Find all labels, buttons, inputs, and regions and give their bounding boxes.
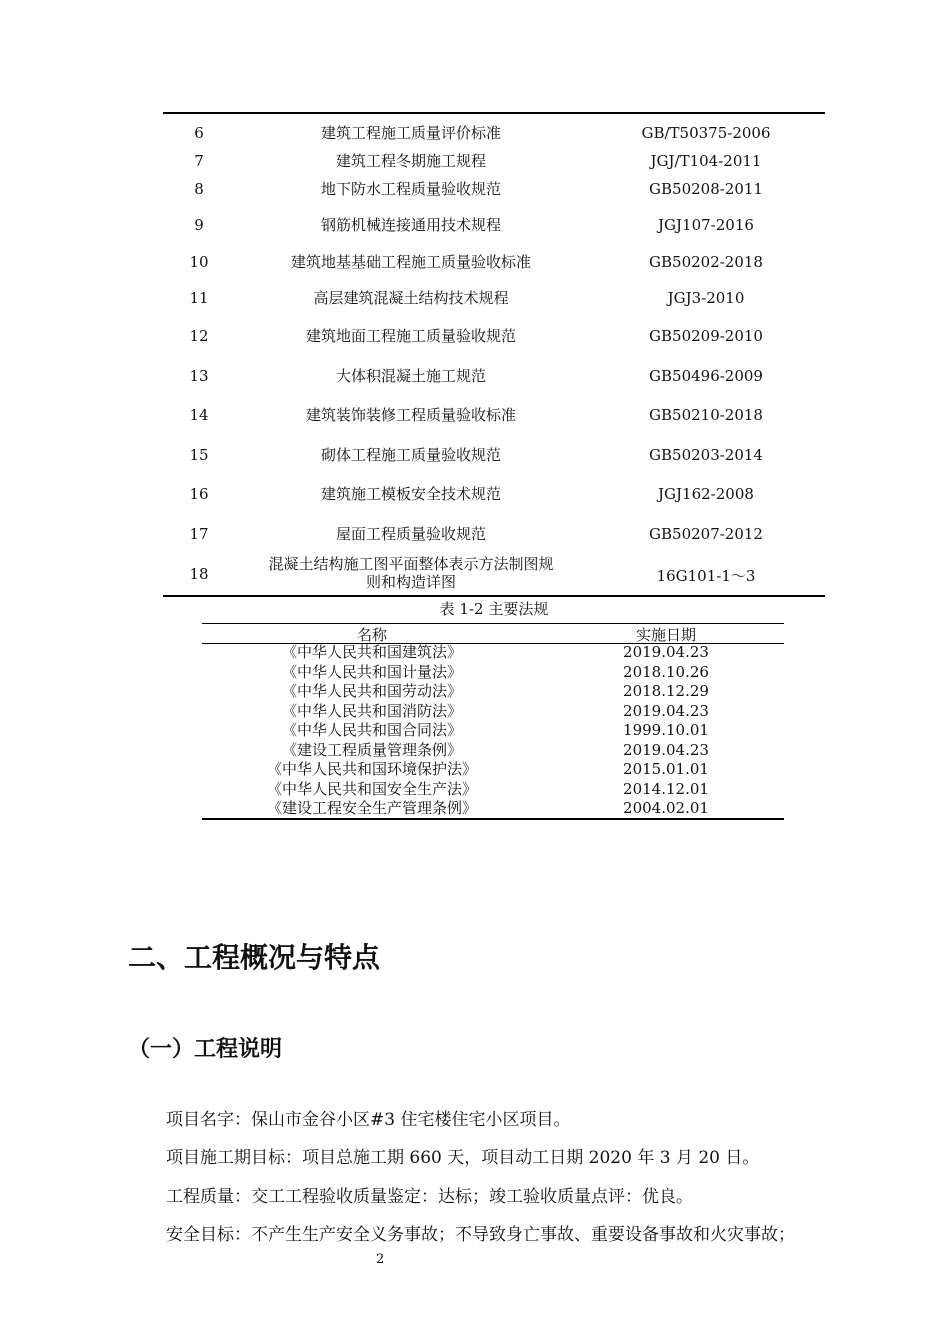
standard-name: 地下防水工程质量验收规范	[320, 180, 501, 198]
law-date: 2019.04.23	[623, 740, 709, 759]
standard-name: 建筑工程冬期施工规程	[335, 152, 486, 170]
law-name: 《建设工程质量管理条例》	[281, 740, 462, 759]
row-number: 16	[189, 485, 209, 503]
law-date: 2018.12.29	[623, 682, 709, 700]
standard-code: JGJ107-2016	[658, 216, 754, 234]
table-row	[202, 741, 784, 760]
standard-name: 建筑地面工程施工质量验收规范	[305, 327, 516, 345]
standard-name-line2: 则和构造详图	[365, 573, 456, 591]
row-number: 8	[194, 180, 204, 198]
row-number: 17	[189, 525, 209, 543]
table-row	[202, 721, 784, 740]
header-name: 名称	[356, 626, 387, 644]
law-date: 2018.10.26	[623, 662, 709, 681]
law-name: 《中华人民共和国建筑法》	[281, 643, 462, 661]
standard-name	[255, 555, 567, 591]
law-date: 2015.01.01	[623, 760, 709, 778]
table-row	[202, 799, 784, 818]
row-number: 6	[194, 124, 204, 142]
standard-code: GB50496-2009	[649, 367, 763, 385]
standard-name: 建筑施工模板安全技术规范	[320, 485, 501, 503]
paragraph-schedule: 项目施工期目标：项目总施工期 660 天，项目动工日期 2020 年 3 月 20 日。	[166, 1148, 760, 1168]
standard-name: 屋面工程质量验收规范	[335, 525, 486, 543]
standard-code: JGJ/T104-2011	[650, 152, 762, 170]
standard-name: 砌体工程施工质量验收规范	[320, 446, 501, 464]
standard-name: 高层建筑混凝土结构技术规程	[313, 289, 509, 307]
laws-table	[202, 623, 784, 820]
standard-code: GB50208-2011	[649, 180, 763, 198]
subsection-heading: （一）工程说明	[128, 1037, 283, 1062]
law-date: 2004.02.01	[623, 799, 709, 817]
standard-code: GB/T50375-2006	[641, 124, 771, 142]
paragraph-project-name: 项目名字：保山市金谷小区#3 住宅楼住宅小区项目。	[166, 1110, 571, 1130]
table-row	[202, 760, 784, 779]
table-row	[202, 682, 784, 701]
row-number: 13	[189, 367, 209, 385]
law-name: 《中华人民共和国环境保护法》	[266, 760, 477, 778]
law-date: 2014.12.01	[623, 779, 709, 798]
law-name: 《建设工程安全生产管理条例》	[266, 799, 477, 817]
law-date: 2019.04.23	[623, 701, 709, 720]
standard-code: GB50203-2014	[649, 446, 763, 464]
standard-name: 大体积混凝土施工规范	[335, 367, 486, 385]
row-number: 18	[189, 565, 209, 583]
row-number: 10	[189, 253, 209, 271]
standards-table	[163, 112, 825, 597]
header-date: 实施日期	[635, 626, 696, 644]
law-name: 《中华人民共和国消防法》	[281, 701, 462, 720]
section-heading: 二、工程概况与特点	[128, 941, 381, 974]
table-row	[202, 702, 784, 721]
standard-code: GB50210-2018	[649, 406, 763, 424]
table-row	[202, 663, 784, 682]
row-number: 7	[194, 152, 204, 170]
standard-name: 建筑装饰装修工程质量验收标准	[305, 406, 516, 424]
standard-code: GB50207-2012	[649, 525, 763, 543]
page-number: 2	[376, 1252, 385, 1267]
paragraph-quality: 工程质量：交工工程验收质量鉴定：达标；竣工验收质量点评：优良。	[166, 1187, 693, 1207]
standard-code: GB50202-2018	[649, 253, 763, 271]
standard-name: 建筑地基基础工程施工质量验收标准	[290, 253, 531, 271]
row-number: 15	[189, 446, 209, 464]
standard-code: GB50209-2010	[649, 327, 763, 345]
law-date: 1999.10.01	[623, 721, 709, 739]
standard-code: JGJ162-2008	[658, 485, 754, 503]
law-name: 《中华人民共和国劳动法》	[281, 682, 462, 700]
law-name: 《中华人民共和国安全生产法》	[266, 779, 477, 798]
standard-name-line1: 混凝土结构施工图平面整体表示方法制图规	[268, 555, 554, 573]
table-row	[202, 780, 784, 799]
row-number: 14	[189, 406, 209, 424]
law-name: 《中华人民共和国合同法》	[281, 721, 462, 739]
standard-code: 16G101-1～3	[656, 567, 756, 585]
row-number: 12	[189, 327, 209, 345]
laws-table-header	[202, 624, 784, 644]
table-row	[202, 643, 784, 662]
standard-name: 建筑工程施工质量评价标准	[320, 124, 501, 142]
paragraph-safety: 安全目标：不产生生产安全义务事故；不导致身亡事故、重要设备事故和火灾事故；	[166, 1225, 795, 1245]
row-number: 9	[194, 216, 204, 234]
laws-table-caption: 表 1-2 主要法规	[439, 600, 549, 618]
law-date: 2019.04.23	[623, 643, 709, 661]
standard-code: JGJ3-2010	[667, 289, 745, 307]
law-name: 《中华人民共和国计量法》	[281, 662, 462, 681]
row-number: 11	[189, 289, 209, 307]
standard-name: 钢筋机械连接通用技术规程	[320, 216, 501, 234]
